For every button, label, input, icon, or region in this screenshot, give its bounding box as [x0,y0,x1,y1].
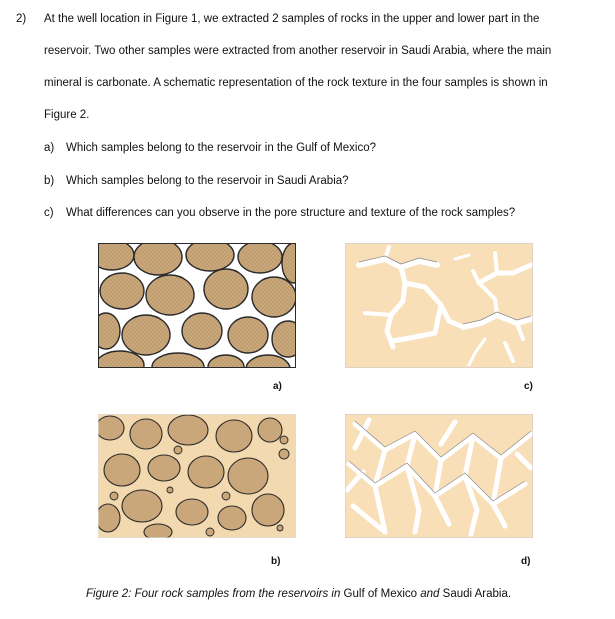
question-number: 2) [16,13,27,25]
subquestion-b-text: Which samples belong to the reservoir in Saudi Arabia? [66,175,349,187]
subquestion-a-text: Which samples belong to the reservoir in the Gulf of Mexico? [66,142,377,154]
question-paragraph-line-1: At the well location in Figure 1, we extracted 2 samples of rocks in the upper and lower part in the [44,13,540,25]
figure-caption-part-1: Figure 2: Four rock samples from the reservoirs in [86,588,341,600]
panel-b-label: b) [271,556,281,567]
subquestion-b-label: b) [44,175,55,187]
subquestion-c-text: What differences can you observe in the pore structure and texture of the rock samples? [66,207,516,219]
figure-caption-part-4: Saudi Arabia. [439,588,512,600]
rock-sample-d-image [345,414,533,538]
figure-caption-part-3: and [417,588,440,600]
rock-sample-b-image [98,414,296,538]
subquestion-a [44,142,376,154]
rock-sample-c-image [345,243,533,368]
panel-a-label: a) [273,381,282,392]
subquestion-a-label: a) [44,142,55,154]
subquestion-c-label: c) [44,207,54,219]
figure-caption [86,588,511,600]
question-paragraph-line-3: mineral is carbonate. A schematic representation of the rock texture in the four samples is shown in [44,77,548,89]
question-paragraph-line-2: reservoir. Two other samples were extracted from another reservoir in Saudi Arabia, where the main [44,45,552,57]
subquestion-b [44,175,349,187]
panel-d-label: d) [521,556,531,567]
panel-c-label: c) [524,381,533,392]
question-paragraph-line-4: Figure 2. [44,109,90,121]
figure-caption-part-2: Gulf of Mexico [340,588,418,600]
rock-sample-a-image [98,243,296,368]
subquestion-c [44,207,515,219]
